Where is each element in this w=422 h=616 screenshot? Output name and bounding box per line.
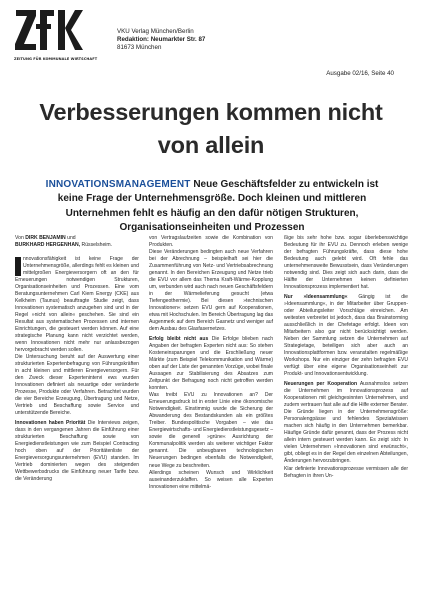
paragraph: Diese Veränderungen bedingten auch neue Verfahren bei der Abrechnung – beispielhaft sei hier die Zusammenführung von Netz- und Vertriebsabrechnung genannt. In den Bereichen Erzeugung und Netze trieb die EVU vor allem das Thema Kraft-Wärme-Kopplung um, verbunden wird auch nach neuen Geschäftsfeldern in der Wärmelieferung gesucht (etwa Tiefengeothermie). Bei diesen »technischen Innovationen« setzen EVU gern auf Kooperationen, etwa mit Hochschulen. Im Bereich Übertragung lag das Augenmerk auf dem Bereich Gasnetz und weniger auf dem Ausbau des Glasfasernetzes. (149, 249, 274, 333)
publisher-line: VKU Verlag München/Berlin (117, 28, 194, 35)
publisher-info (117, 28, 247, 53)
paragraph-text: nnovationsfähigkeit ist keine Frage der Unternehmensgröße, allerdings fehlt es kleinen und mittelgroßen Energieversorgern oft an den für Erneuerungen notwendigen Strukturen, Organisationseinheiten und Prozessen. Eine vom Beratungsunternehmen Carl Kiem Energy (CKE) aus Kelkheim (Taunus) beauftragte Studie zeigt, dass Innovationen systematisch anzugehen sind und in der Regel »nicht von allein« geschehen. Sie sind ein Resultat aus systematischen Prozessen und internen Einrichtungen, die gesteuert werden können. Auf eine strategische Planung kann nicht verzichtet werden, wenn Innovationen nicht mehr nur anlassbezogen hervorgebracht werden sollen. (15, 256, 139, 354)
standfirst-text: Neue Geschäftsfelder zu entwickeln ist keine Frage der Unternehmensgröße. Doch kleinen und mittleren Unternehmen fehlt es häufig an den dafür nötigen Strukturen, Organisationseinheiten und Prozessen (57, 179, 379, 234)
column-1 (15, 235, 139, 484)
author-2: BURKHARD HERGENHAN, (15, 242, 81, 248)
byline-and: und (67, 235, 76, 241)
issue-info: Ausgabe 02/16, Seite 40 (326, 70, 394, 77)
byline-place: Rüsselsheim. (81, 242, 113, 248)
paragraph (284, 294, 408, 378)
zfk-logo (14, 6, 98, 64)
paragraph (15, 256, 139, 354)
logo-subtitle: ZEITUNG FÜR KOMMUNALE WIRTSCHAFT (14, 56, 98, 61)
paragraph (149, 336, 273, 392)
paragraph-text: Die Interviews zeigen, dass in den vergangenen Jahren die Einführung einer strukturierten Beschaffung sowie von Energiedienstleistungen wie zum Beispiel Contracting hoch oben auf der Prioritätenliste der Energieversorgungsunternehmen (EVU) standen. Im Vertrieb dominierten wegen des steigenden Wettbewerbsdrucks die Einführung neuer Tarife bzw. die Veränderung (15, 420, 140, 483)
paragraph: Was treibt EVU zu Innovationen an? Der Erneuerungsdruck ist in erster Linie eine ökonomische Notwendigkeit. Einstimmig wurde die Sicherung der Abwanderung des Bestandskunden als ein größtes Treiber. Bundespolitische Vorgaben – wie das Energiewirtschafts- und Energiedienstleistungsgesetz – sowie die generell »grüne« Ausrichtung der Kommunalpolitik werden als weiterer wichtiger Faktor genannt. Die unbeugbaren technologischen Neuerungen bedingen ebenfalls die Notwendigkeit, neue Wege zu beschreiten. (149, 392, 273, 469)
subheading: Erfolg bleibt nicht aus (149, 336, 209, 343)
byline-prefix: Von (15, 235, 24, 241)
paragraph (284, 381, 408, 465)
subheading: Innovationen haben Priorität (15, 420, 86, 427)
paragraph: ßige bis sehr hohe bzw. sogar überlebenswichtige Bedeutung für ihr EVU zu. Dennoch erleben wenige der befragten Führungskräfte, dass diese hohe Bedeutung auch gelebt wird. Oft fehle das unternehmensweite Bewusstsein, dass Veränderungen notwendig sind. Dies zeigt sich auch darin, dass die Hälfte der Unternehmen keinen definierten Innovationsprozess implementiert hat. (284, 235, 408, 291)
zfk-logo-mark (14, 6, 84, 54)
paragraph: Die Untersuchung beruht auf der Auswertung einer strukturierten Expertenbefragung von Führungskräften in acht kleinen und mittleren Energieversorgern. Für den Zweck dieser Expertenintervi ews wurden Innovationen definiert als neuartige oder veränderte Prozesse, Produkte oder Verfahren. Betrachtet wurden die vier Bereiche Erzeugung, Übertragung und Netze, Vertrieb und Beschaffung sowie Service und unterstützende Bereiche. (15, 354, 139, 417)
paragraph-text: Gängig ist die »Ideensammlung«, in der Mitarbeiter über Gruppen- oder Abteilungsleiter Vorschläge einreichen. Am weitesten verbreitet ist jedoch, dass das Brainstorming ausschließlich in der Chefetage erfolgt. Ideen von Mitarbeitern also gar nicht berücksichtigt werden. Neben der Sammlung setzen die Unternehmen auf Strategietage, beteiligen sich aber auch an Innovationsplattformen bzw. veranstalten regelmäßige Workshops. Nur ein einziger der zehn befragten EVU verfügt über eine eigene Organisationseinheit zur Produkt- und Innovationsentwicklung. (284, 294, 408, 378)
paragraph-text: Ausnahmslos setzen die Unternehmen im Innovationsprozess auf Kooperationen mit gleichgesinnten Unternehmen, und zudem vertrauen fast alle auf die Hilfe externer Berater. Die Gründe liegen in der Unternehmensgröße: Personalengpässe und fehlendes Spezialwissen machen sich häufig in den Unternehmen bemerkbar. Häufige Gründe dafür genannt, dass der Prozess nicht allein intern gesteuert werden kann. Es zeigt sich: In vielen Unternehmen »Innovationen sind erwünscht«, gibt, obliegt es in der Regel den einzelnen Abteilungen, Änderungen hervorzubringen. (284, 381, 408, 465)
column-2 (149, 235, 273, 491)
author-1: DIRK BENJAMIN (25, 235, 66, 241)
drop-cap (15, 257, 21, 276)
paragraph-text: Die Erfolge blieben nach Angaben der befragten Experten nicht aus: So stehen Kosteneinsparungen und die Erschließung neuer Märkte (zum Beispiel Telekommunikation und Wärme) oben auf der Liste der genannten Vorzüge, wobei finale Aussagen zur Stabilisierung des Absatzes zum Zeitpunkt der Befragung noch nicht getroffen werden konnten. (149, 336, 273, 392)
paragraph: von Vertragslaufzeiten sowie die Kombination von Produkten. (149, 235, 273, 249)
publisher-city: 81673 München (117, 44, 162, 52)
paragraph (15, 420, 139, 483)
subheading: Neuerungen per Kooperation (284, 381, 358, 388)
paragraph: Klar definierte Innovationsprozesse vermissen alle der Befragten in ihren Un- (284, 465, 408, 479)
article-kicker: INNOVATIONSMANAGEMENT (45, 179, 191, 190)
subheading: Nur »Ideensammlung« (284, 294, 348, 301)
editorial-address: Redaktion: Neumarkter Str. 87 (117, 36, 206, 44)
paragraph: Allerdings scheinen Wunsch und Wirklichkeit auseinanderzuklaffen. So weisen alle Experten Innovationen eine mittelmä- (149, 469, 273, 490)
article-title (20, 96, 402, 162)
column-3 (284, 235, 408, 480)
title-line-2: von allein (157, 132, 265, 158)
byline (15, 235, 139, 249)
title-line-1: Verbesserungen kommen nicht (39, 99, 383, 125)
article-standfirst (32, 178, 392, 236)
